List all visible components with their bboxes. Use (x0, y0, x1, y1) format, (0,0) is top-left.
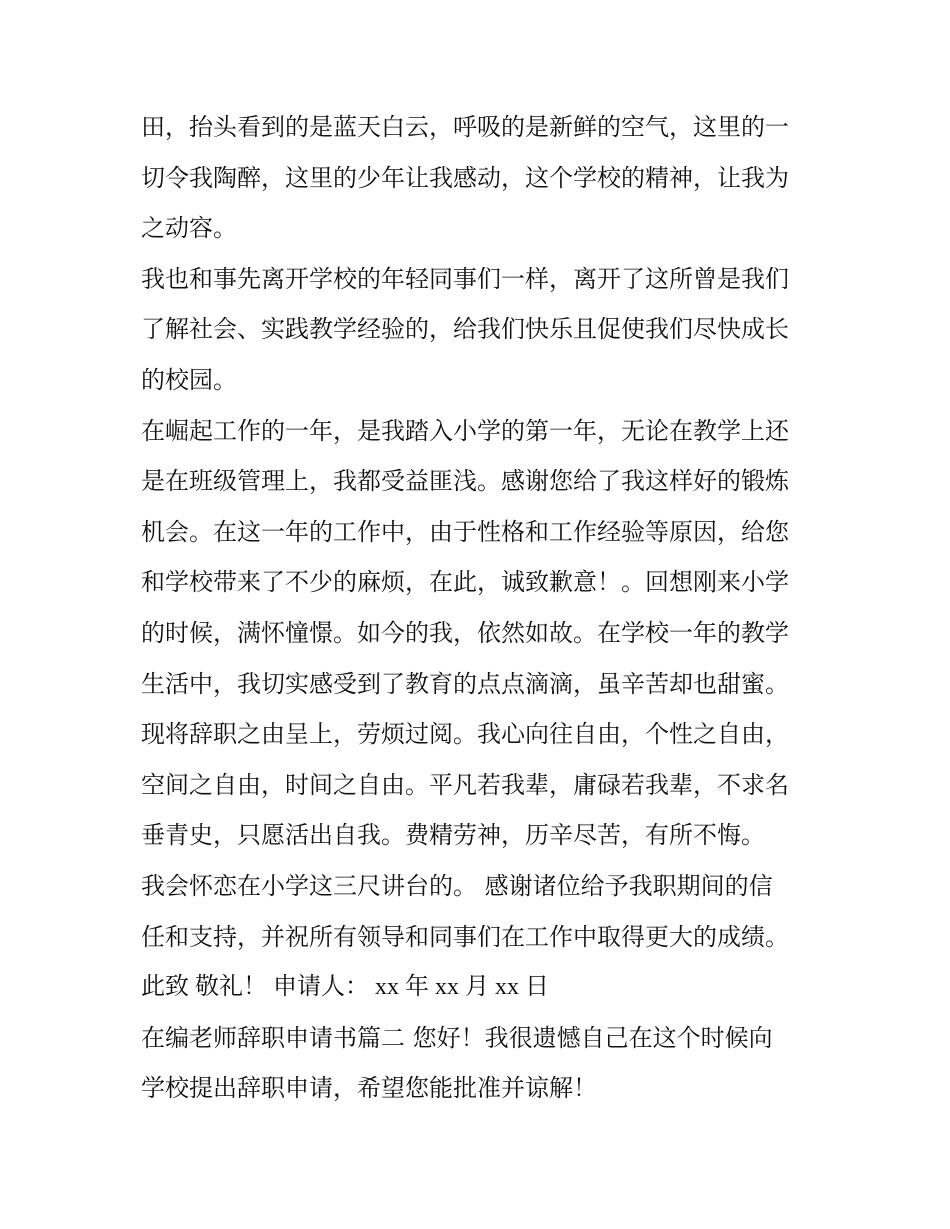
text-line: 和学校带来了不少的麻烦，在此，诚致歉意！。回想刚来小学 (141, 568, 789, 597)
paragraph-5 (141, 1013, 816, 1114)
paragraph-4 (141, 861, 816, 1013)
text-line: 之动容。 (141, 214, 237, 243)
text-line: 学校提出辞职申请，希望您能批准并谅解！ (141, 1074, 597, 1103)
text-line: 田，抬头看到的是蓝天白云，呼吸的是新鲜的空气，这里的一 (141, 113, 789, 141)
signature-line: 此致 敬礼！ 申请人： xx 年 xx 月 xx 日 (141, 974, 549, 1001)
text-line: 在崛起工作的一年，是我踏入小学的第一年，无论在教学上还 (141, 416, 789, 445)
text-line: 垂青史，只愿活出自我。费精劳神，历辛尽苦，有所不悔。 (141, 821, 765, 850)
document-body (141, 102, 816, 1114)
text-line: 我会怀恋在小学这三尺讲台的。 感谢诸位给予我职期间的信 (141, 871, 773, 900)
paragraph-1 (141, 102, 816, 254)
text-line: 生活中，我切实感受到了教育的点点滴滴，虽辛苦却也甜蜜。 (141, 669, 789, 698)
text-line: 空间之自由，时间之自由。平凡若我辈，庸碌若我辈，不求名 (141, 770, 789, 799)
paragraph-3 (141, 406, 816, 861)
text-line: 是在班级管理上，我都受益匪浅。感谢您给了我这样好的锻炼 (141, 467, 789, 496)
text-line: 机会。在这一年的工作中，由于性格和工作经验等原因，给您 (141, 517, 789, 546)
text-line: 我也和事先离开学校的年轻同事们一样，离开了这所曾是我们 (141, 264, 789, 293)
text-line: 的校园。 (141, 365, 237, 394)
text-line: 在编老师辞职申请书篇二 您好！我很遗憾自己在这个时候向 (141, 1023, 773, 1052)
text-line: 切令我陶醉，这里的少年让我感动，这个学校的精神，让我为 (141, 163, 789, 192)
text-line: 了解社会、实践教学经验的，给我们快乐且促使我们尽快成长 (141, 315, 789, 344)
text-line: 任和支持，并祝所有领导和同事们在工作中取得更大的成绩。 (141, 922, 789, 951)
paragraph-2 (141, 254, 816, 406)
text-line: 现将辞职之由呈上，劳烦过阅。我心向往自由，个性之自由， (141, 720, 789, 749)
text-line: 的时候，满怀憧憬。如今的我，依然如故。在学校一年的教学 (141, 618, 789, 647)
